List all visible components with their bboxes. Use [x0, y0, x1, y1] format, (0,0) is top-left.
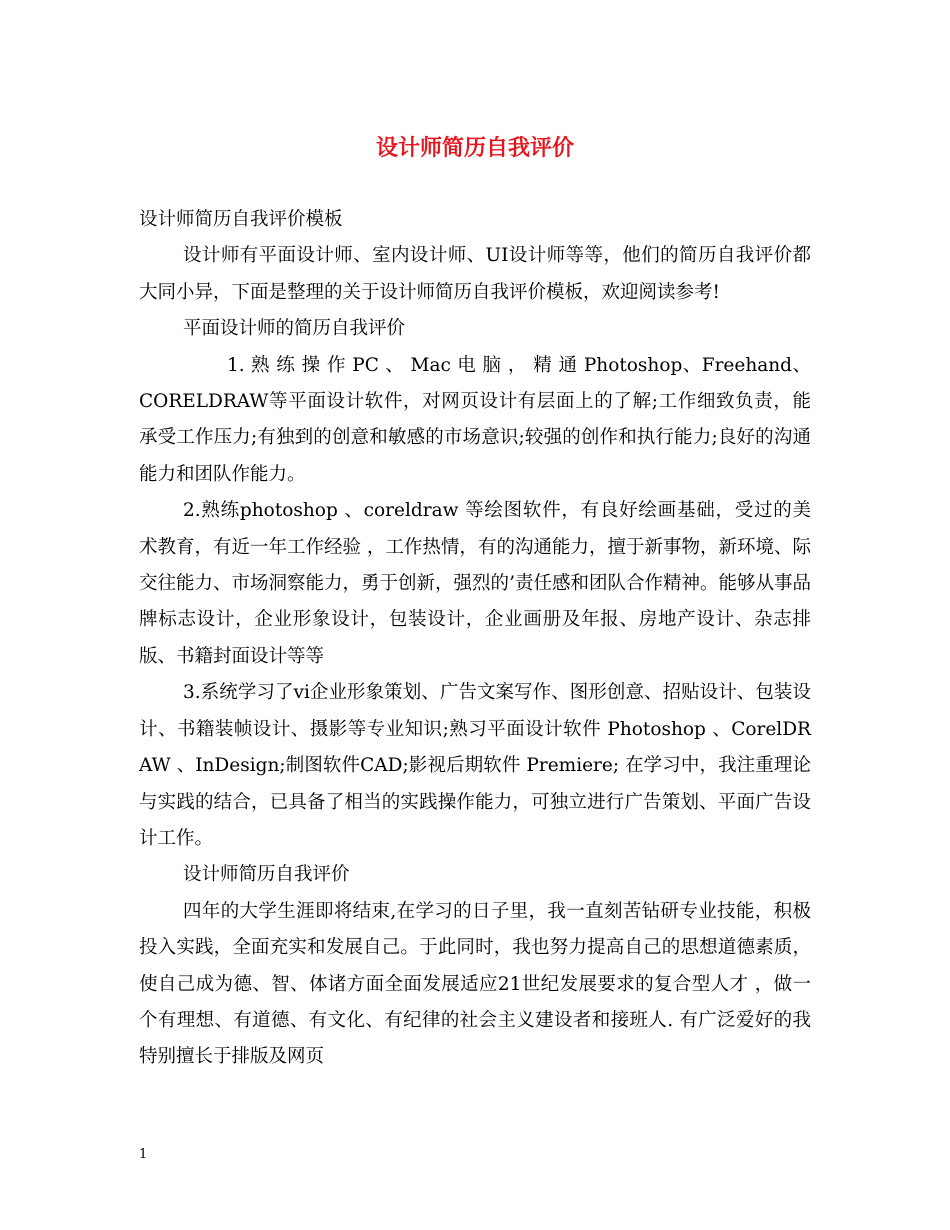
closing-paragraph: 四年的大学生涯即将结束,在学习的日子里，我一直刻苦钻研专业技能，积极投入实践，全面充实和发展自己。于此同时，我也努力提高自己的思想道德素质，使自己成为德、智、体诸方面全面发展适应21世纪发展要求的复合型人才 ，做一个有理想、有道德、有文化、有纪律的社会主义建设者和接班人. 有广泛爱好的我特别擅长于排版及网页	[139, 900, 811, 1068]
page-number: 1	[139, 1147, 148, 1162]
list-item-2: 2.熟练photoshop 、coreldraw 等绘图软件，有良好绘画基础，受过的美术教育，有近一年工作经验 ，工作热情，有的沟通能力，擅于新事物，新环境、际交往能力、市场洞察能力，勇于创新，强烈的’责任感和团队合作精神。能够从事品牌标志设计，企业形象设计，包装设计，企业画册及年报、房地产设计、杂志排版、书籍封面设计等等	[139, 500, 811, 667]
intro-paragraph: 设计师有平面设计师、室内设计师、UI设计师等等，他们的简历自我评价都大同小异，下面是整理的关于设计师简历自我评价模板，欢迎阅读参考!	[139, 245, 811, 303]
list-item-1: 1. 熟 练 操 作 PC 、 Mac 电 脑 ， 精 通 Photoshop、Freehand、CORELDRAW等平面设计软件，对网页设计有层面上的了解;工作细致负责，能承受工作压力;有独到的创意和敏感的市场意识;较强的创作和执行能力;良好的沟通能力和团队作能力。	[139, 354, 811, 485]
document-title: 设计师简历自我评价	[375, 135, 574, 161]
section-heading-graphic-designer: 平面设计师的简历自我评价	[183, 318, 406, 340]
section-heading-template: 设计师简历自我评价模板	[139, 209, 343, 230]
list-item-3: 3.系统学习了vi企业形象策划、广告文案写作、图形创意、招贴设计、包装设计、书籍装帧设计、摄影等专业知识;熟习平面设计软件 Photoshop 、CorelDRAW 、InDesign;制图软件CAD;影视后期软件 Premiere; 在学习中，我注重理论与实践的结合，已具备了相当的实践操作能力，可独立进行广告策划、平面广告设计工作。	[139, 682, 811, 849]
document-body	[139, 202, 811, 1076]
section-heading-designer: 设计师简历自我评价	[183, 864, 350, 886]
